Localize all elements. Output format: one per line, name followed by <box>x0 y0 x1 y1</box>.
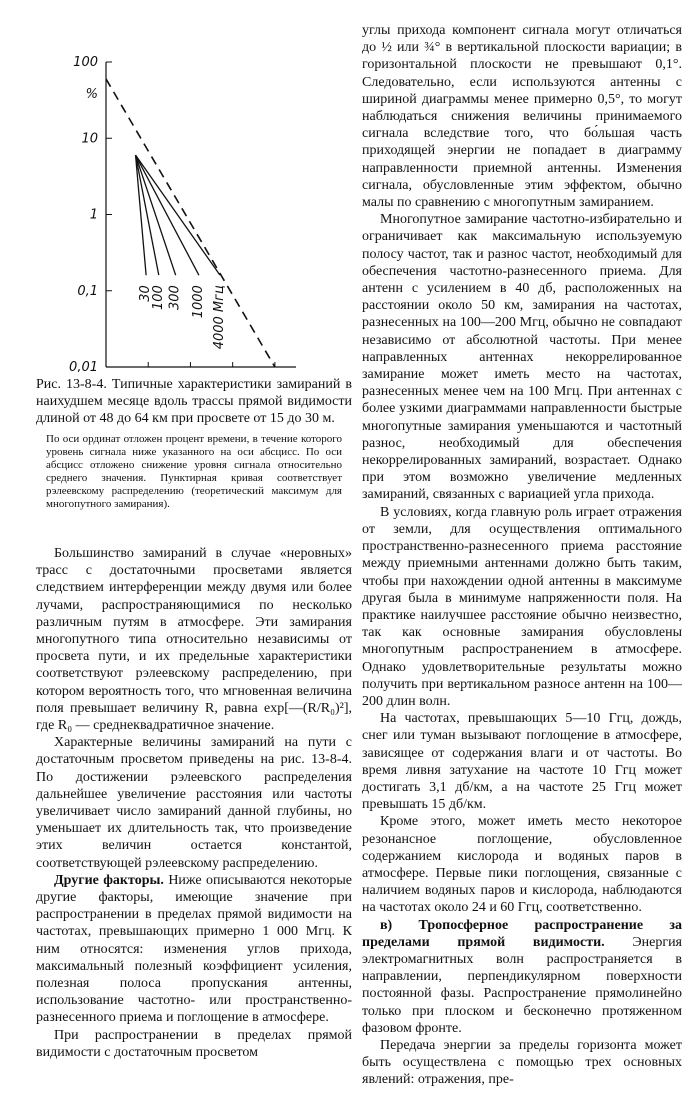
figure-note: По оси ординат отложен процент времени, в течение которого уровень сигнала ниже указанного на оси абсцисс. По оси абсцисс отложено снижение уровня сигнала относительно среднего значения. Пунктирная кривая соответствует рэлеевскому распределению (теоретический максимум для многопутного замирания). <box>46 433 342 510</box>
y-tick-label: 100 <box>73 55 98 70</box>
paragraph: Большинство замираний в случае «неровных» трасс с достаточными просветами является следствием интерференции между двумя или более лучами, распространяющимися по несколько различным путям в атмосфере. Эти замирания многопутного типа относительно независимы от просвета пути, и их предельные характеристики соответствуют рэлеевскому распределению, при котором вероятность того, что мгновенная величина поля превышает величину R, равна exp[—(R/R₀)²], где R₀ — среднеквадратичное значение. <box>36 546 352 734</box>
paragraph-text: Ниже описываются некоторые другие факторы, имеющие значение при распространении в пределах прямой видимости на частотах, превышающих примерно 1 000 Мгц. К ним относятся: изменения углов прихода, максимальный полезный коэффициент усиления, полезная полоса пропускания антенны, использование частотно- или пространственно-разнесенного приема и поглощение в атмосфере. <box>36 872 353 1026</box>
figure-caption: Рис. 13-8-4. Типичные характеристики замираний в наихудшем месяце вдоль трассы прямой видимости длиной от 48 до 64 км при просвете от 15 до 30 м. <box>36 377 352 426</box>
section-heading: Другие факторы. <box>54 872 164 888</box>
curve-label: 30 <box>138 285 154 302</box>
y-tick-label: 0,01 <box>69 360 98 372</box>
fading-curve <box>136 155 220 275</box>
paragraph: На частотах, превышающих 5—10 Ггц, дождь, снег или туман вызывают поглощение в атмосфере, зависящее от содержания влаги и от частоты. Во время ливня затухание на частоте 10 Ггц может достигать 3,1 дб/км, а на частоте 25 Ггц может превышать 15 дб/км. <box>362 711 682 813</box>
paragraph: углы прихода компонент сигнала могут отличаться до ½ или ¾° в вертикальной плоскости вариации; в горизонтальной плоскости не превышают 0,1°. Следовательно, если используются антенны с шириной диаграммы менее примерно 0,5°, то могут наблюдаться снижения величины принимаемого сигнала вследствие того, что бо́льшая часть приходящей энергии не попадает в диаграмму направленности приемной антенны. Изменения сигнала, обусловленные этим эффектом, обычно малы по сравнению с многопутным замиранием. <box>362 23 682 211</box>
y-tick-label: 0,1 <box>77 283 98 299</box>
right-column <box>362 22 682 1089</box>
paragraph <box>36 872 352 1027</box>
curve-label: 1000 <box>190 285 206 319</box>
curve-label: 100 <box>150 285 166 311</box>
paragraph: При распространении в пределах прямой видимости с достаточным просветом <box>36 1027 352 1060</box>
fading-chart <box>36 22 352 372</box>
rayleigh-curve <box>106 79 275 367</box>
paragraph: Кроме этого, может иметь место некоторое резонансное поглощение, обусловленное содержанием кислорода и водяных паров в атмосфере. Первые пики поглощения, связанные с наличием водяных паров и кислорода, наблюдаются на частотах около 24 и 60 Ггц, соответственно. <box>362 814 682 916</box>
paragraph: Характерные величины замираний на пути с достаточным просветом приведены на рис. 13-8-4. По достижении рэлеевского распределения дальнейшее увеличение расстояния или частоты увеличивает число замираний данной глубины, но уменьшает их длительность так, что произведение этих величин остается константой, соответствующей рэлеевскому распределению. <box>36 735 352 871</box>
left-column <box>36 22 352 1061</box>
figure-13-8-4 <box>36 22 352 372</box>
curve-label: 300 <box>167 285 183 311</box>
curve-label: 4000 Мгц <box>212 285 227 350</box>
y-tick-label: 10 <box>81 131 98 147</box>
paragraph <box>362 917 682 1037</box>
y-tick-label: 1 <box>89 207 98 223</box>
paragraph: В условиях, когда главную роль играет отражения от земли, для осуществления оптимального пространственно-разнесенного приема расстояние между приемными антеннами должно быть таким, чтобы при нахождении одной антенны в максимуме другая была в минимуме напряженности поля. На практике наилучшее расстояние обычно неизвестно, так как основные замирания обусловлены многопутным распространением в атмосфере. Однако удовлетворительные результаты можно получить при вертикальном разносе антенн на 100—200 длин волн. <box>362 504 682 709</box>
paragraph: Многопутное замирание частотно-избирательно и ограничивает как максимальную используемую полосу частот, так и разнос частот, необходимый для обеспечения частотно-разнесенного приема. Для антенн с усилением в 40 дб, расположенных на расстоянии около 50 км, замирания на частотах, разнесенных на 100—200 Мгц, обычно не совпадают независимо от абсолютной частоты. При менее направленных антеннах некоррелированное замирание может иметь место на частотах, разнесенных менее чем на 100 Мгц. При антеннах с более узкими диаграммами направленности быстрые многопутные замирания уменьшаются и частотный разнос, необходимый для обеспечения некоррелированных замираний, возрастает. Однако при этом возможно увеличение медленных замираний, связанных с вариацией угла прихода. <box>362 212 682 503</box>
section-heading: в) Тропосферное распространение за пределами прямой видимости. <box>362 917 682 950</box>
paragraph-text: Энергия электромагнитных волн распространяется в направлении, перпендикулярном поверхности постоянной фазы. Распространение прямолинейно только при плоском и бесконечно протяженном фазовом фронте. <box>362 934 682 1036</box>
y-tick-label: % <box>85 87 98 102</box>
paragraph: Передача энергии за пределы горизонта может быть осуществлена с помощью трех основных явлений: отражения, пре- <box>362 1037 682 1088</box>
